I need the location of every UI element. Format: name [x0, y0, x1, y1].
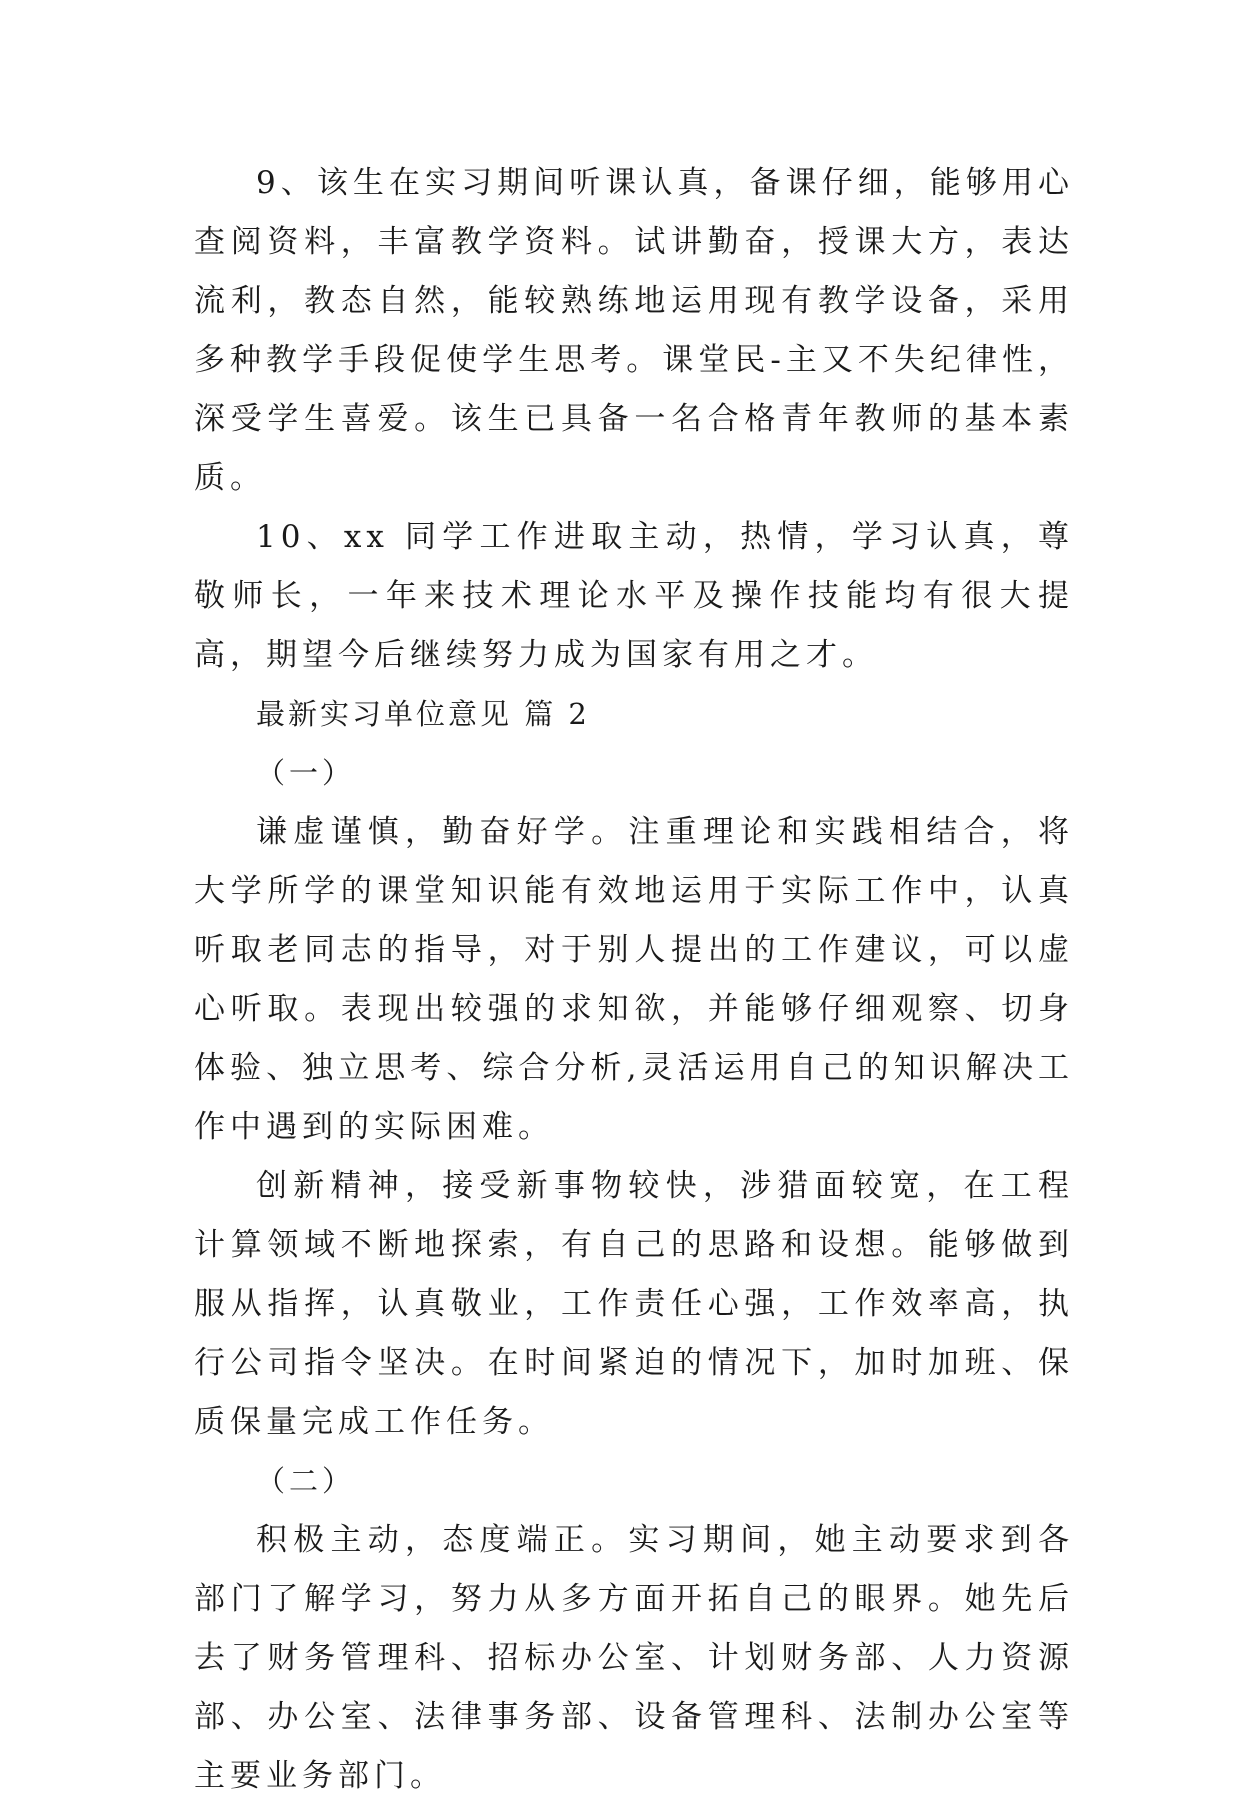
- section-heading: 最新实习单位意见 篇 2: [256, 697, 590, 731]
- paragraph-9: 9、该生在实习期间听课认真，备课仔细，能够用心查阅资料，丰富教学资料。试讲勤奋，授课大方，表达流利，教态自然，能较熟练地运用现有教学设备，采用多种教学手段促使学生思考。课堂民-主又不失纪律性，深受学生喜爱。该生已具备一名合格青年教师的基本素质。: [194, 165, 1074, 496]
- document-body: [194, 154, 1074, 1806]
- paragraph-humble: 谦虚谨慎，勤奋好学。注重理论和实践相结合，将大学所学的课堂知识能有效地运用于实际工作中，认真听取老同志的指导，对于别人提出的工作建议，可以虚心听取。表现出较强的求知欲，并能够仔细观察、切身体验、独立思考、综合分析,灵活运用自己的知识解决工作中遇到的实际困难。: [194, 814, 1074, 1145]
- subsection-1-label: （一）: [256, 756, 356, 790]
- paragraph-innovation: 创新精神，接受新事物较快，涉猎面较宽，在工程计算领域不断地探索，有自己的思路和设想。能够做到服从指挥，认真敬业，工作责任心强，工作效率高，执行公司指令坚决。在时间紧迫的情况下，加时加班、保质保量完成工作任务。: [194, 1168, 1074, 1440]
- subsection-2-label: （二）: [256, 1464, 356, 1498]
- paragraph-10: 10、xx 同学工作进取主动，热情，学习认真，尊敬师长，一年来技术理论水平及操作技能均有很大提高，期望今后继续努力成为国家有用之才。: [194, 519, 1074, 673]
- paragraph-proactive: 积极主动，态度端正。实习期间，她主动要求到各部门了解学习，努力从多方面开拓自己的眼界。她先后去了财务管理科、招标办公室、计划财务部、人力资源部、办公室、法律事务部、设备管理科、法制办公室等主要业务部门。: [194, 1522, 1074, 1794]
